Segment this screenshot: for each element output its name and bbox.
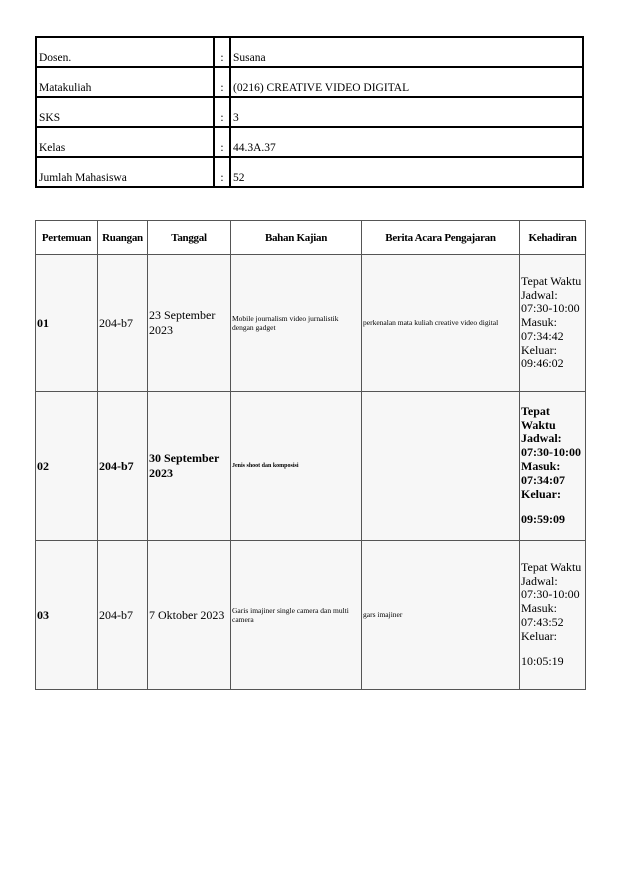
header-ruangan: Ruangan: [98, 221, 148, 255]
kehadiran-keluar-label: Keluar:: [521, 628, 557, 643]
kehadiran-masuk: Masuk: 07:34:07: [521, 459, 565, 487]
info-row-dosen: [36, 37, 583, 67]
info-separator: :: [214, 127, 230, 157]
kehadiran-keluar-label: Keluar:: [521, 342, 557, 357]
cell-tanggal: 23 September 2023: [148, 255, 231, 392]
kehadiran-keluar: 09:46:02: [521, 356, 564, 371]
kehadiran-keluar: 09:59:09: [521, 512, 565, 527]
header-pertemuan: Pertemuan: [36, 221, 98, 255]
table-header-row: [36, 221, 586, 255]
cell-berita-acara: gars imajiner: [362, 541, 520, 690]
cell-tanggal: 30 September 2023: [148, 392, 231, 541]
info-label: Jumlah Mahasiswa: [36, 157, 214, 187]
kehadiran-keluar: 10:05:19: [521, 654, 564, 669]
kehadiran-keluar-label: Keluar:: [521, 486, 561, 501]
cell-pertemuan: 01: [36, 255, 98, 392]
kehadiran-masuk: Masuk: 07:34:42: [521, 315, 564, 343]
info-label: Matakuliah: [36, 67, 214, 97]
cell-bahan-kajian: Jenis shoot dan komposisi: [231, 392, 362, 541]
kehadiran-status: Tepat Waktu: [521, 403, 556, 432]
cell-kehadiran: [520, 255, 586, 392]
info-separator: :: [214, 157, 230, 187]
info-separator: :: [214, 37, 230, 67]
info-value: 3: [230, 97, 583, 127]
course-info-table: [35, 36, 584, 188]
kehadiran-masuk: Masuk: 07:43:52: [521, 601, 564, 629]
cell-tanggal: 7 Oktober 2023: [148, 541, 231, 690]
cell-berita-acara: perkenalan mata kuliah creative video digital: [362, 255, 520, 392]
info-value: 52: [230, 157, 583, 187]
cell-bahan-kajian: Garis imajiner single camera dan multi camera: [231, 541, 362, 690]
kehadiran-status: Tepat Waktu: [521, 273, 582, 288]
table-row: [36, 392, 586, 541]
attendance-table: [35, 220, 586, 690]
info-separator: :: [214, 97, 230, 127]
info-separator: :: [214, 67, 230, 97]
info-label: Kelas: [36, 127, 214, 157]
kehadiran-jadwal: Jadwal: 07:30-10:00: [521, 573, 580, 602]
header-berita-acara: Berita Acara Pengajaran: [362, 221, 520, 255]
cell-pertemuan: 03: [36, 541, 98, 690]
info-row-jumlah-mahasiswa: [36, 157, 583, 187]
header-tanggal: Tanggal: [148, 221, 231, 255]
cell-ruangan: 204-b7: [98, 255, 148, 392]
table-row: [36, 541, 586, 690]
info-row-matakuliah: [36, 67, 583, 97]
cell-bahan-kajian: Mobile journalism video jurnalistik dengan gadget: [231, 255, 362, 392]
cell-kehadiran: [520, 392, 586, 541]
table-row: [36, 255, 586, 392]
info-value: Susana: [230, 37, 583, 67]
header-kehadiran: Kehadiran: [520, 221, 586, 255]
info-value: 44.3A.37: [230, 127, 583, 157]
kehadiran-jadwal: Jadwal: 07:30-10:00: [521, 287, 580, 316]
info-label: Dosen.: [36, 37, 214, 67]
cell-berita-acara: [362, 392, 520, 541]
info-row-sks: [36, 97, 583, 127]
cell-pertemuan: 02: [36, 392, 98, 541]
cell-kehadiran: [520, 541, 586, 690]
info-value: (0216) CREATIVE VIDEO DIGITAL: [230, 67, 583, 97]
cell-ruangan: 204-b7: [98, 392, 148, 541]
header-bahan-kajian: Bahan Kajian: [231, 221, 362, 255]
cell-ruangan: 204-b7: [98, 541, 148, 690]
kehadiran-jadwal: Jadwal: 07:30-10:00: [521, 431, 581, 460]
kehadiran-status: Tepat Waktu: [521, 559, 582, 574]
info-row-kelas: [36, 127, 583, 157]
info-label: SKS: [36, 97, 214, 127]
